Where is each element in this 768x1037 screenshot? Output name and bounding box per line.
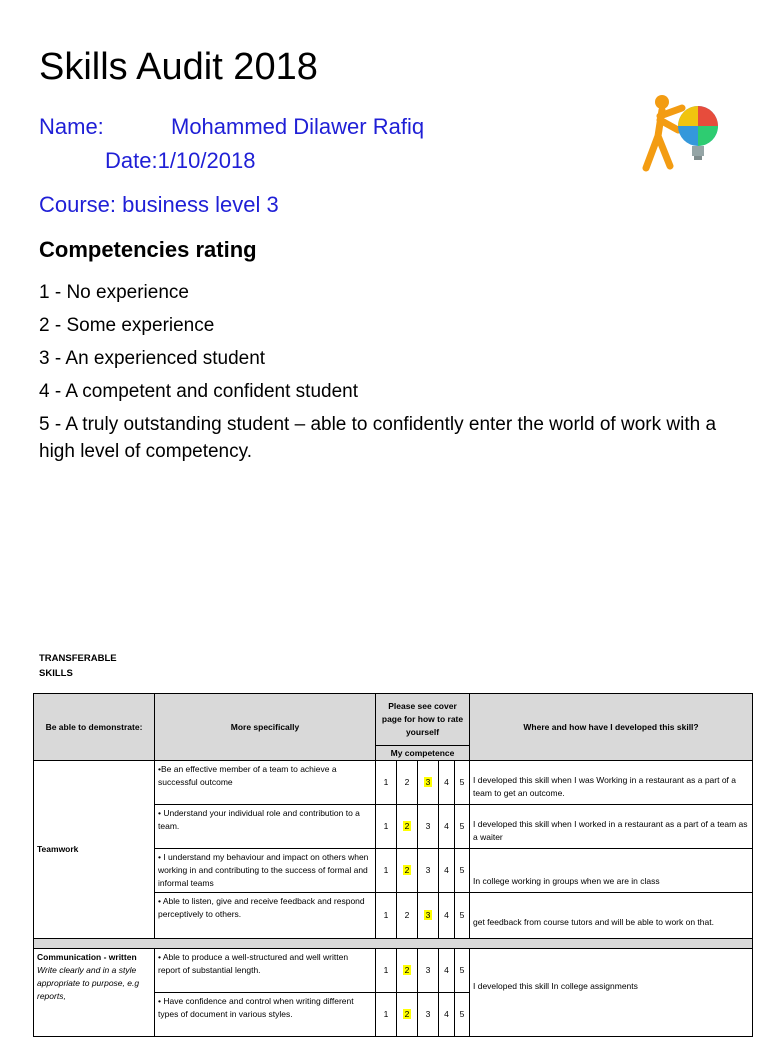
rating-4: 4 - A competent and confident student (39, 381, 359, 402)
header-row (34, 694, 753, 746)
rating-cell-5[interactable]: 5 (455, 805, 470, 849)
rating-cell-1[interactable]: 1 (376, 849, 397, 893)
section-label: TRANSFERABLE SKILLS (39, 653, 117, 679)
rating-cell-5[interactable]: 5 (455, 893, 470, 939)
specific-cell: • Able to produce a well-structured and well written report of substantial length. (155, 949, 376, 993)
where-cell: I developed this skill In college assignments (470, 949, 753, 1037)
rating-cell-2[interactable]: 2 (397, 893, 418, 939)
rating-cell-4[interactable]: 4 (439, 761, 455, 805)
header-cover: Please see cover page for how to rate yourself (376, 694, 470, 746)
rating-cell-5[interactable]: 5 (455, 761, 470, 805)
header-demonstrate: Be able to demonstrate: (34, 694, 155, 761)
rating-cell-4[interactable]: 4 (439, 805, 455, 849)
rating-cell-3[interactable]: 3 (418, 993, 439, 1037)
selected-rating: 2 (404, 1009, 410, 1019)
date: Date:1/10/2018 (105, 148, 256, 173)
selected-rating: 2 (404, 965, 410, 975)
where-cell: I developed this skill when I worked in a restaurant as a part of a team as a waiter (470, 805, 753, 849)
puzzle-bulb-logo (632, 92, 722, 174)
rating-5: 5 - A truly outstanding student – able to confidently enter the world of work with a high level of competency. (39, 414, 717, 462)
rating-cell-3[interactable]: 3 (418, 949, 439, 993)
name-label: Name: (39, 114, 104, 139)
rating-cell-3[interactable]: 3 (418, 849, 439, 893)
rating-cell-4[interactable]: 4 (439, 893, 455, 939)
where-cell: get feedback from course tutors and will be able to work on that. (470, 893, 753, 939)
specific-cell: • I understand my behaviour and impact on others when working in and contributing to the success of formal and informal teams (155, 849, 376, 893)
header-competence: My competence (376, 746, 470, 761)
skill-label: Communication - written (37, 952, 137, 962)
skills-table (33, 693, 753, 1037)
rating-cell-3[interactable]: 3 (418, 805, 439, 849)
where-cell: In college working in groups when we are in class (470, 849, 753, 893)
selected-rating: 2 (404, 865, 410, 875)
rating-cell-1[interactable]: 1 (376, 949, 397, 993)
rating-3: 3 - An experienced student (39, 348, 266, 369)
table-row (34, 761, 753, 805)
rating-cell-1[interactable]: 1 (376, 761, 397, 805)
rating-cell-3-selected[interactable] (418, 761, 439, 805)
selected-rating: 3 (425, 777, 431, 787)
rating-cell-1[interactable]: 1 (376, 805, 397, 849)
specific-cell: •Be an effective member of a team to achieve a successful outcome (155, 761, 376, 805)
selected-rating: 3 (425, 910, 431, 920)
header-where: Where and how have I developed this skill? (470, 694, 753, 761)
page-title: Skills Audit 2018 (39, 46, 318, 88)
skill-teamwork: Teamwork (34, 761, 155, 939)
rating-2: 2 - Some experience (39, 315, 215, 336)
rating-cell-5[interactable]: 5 (455, 993, 470, 1037)
rating-cell-2-selected[interactable] (397, 949, 418, 993)
specific-cell: • Understand your individual role and contribution to a team. (155, 805, 376, 849)
table-row (34, 949, 753, 993)
rating-1: 1 - No experience (39, 282, 189, 303)
rating-cell-1[interactable]: 1 (376, 893, 397, 939)
skill-sublabel: Write clearly and in a style appropriate to purpose, e.g reports, (37, 965, 140, 1001)
rating-cell-3-selected[interactable] (418, 893, 439, 939)
rating-cell-2-selected[interactable] (397, 993, 418, 1037)
rating-cell-4[interactable]: 4 (439, 849, 455, 893)
rating-cell-2[interactable]: 2 (397, 761, 418, 805)
section-divider (34, 939, 753, 949)
rating-cell-2-selected[interactable] (397, 849, 418, 893)
skill-communication-written (34, 949, 155, 1037)
rating-cell-5[interactable]: 5 (455, 949, 470, 993)
specific-cell: • Have confidence and control when writing different types of document in various styles. (155, 993, 376, 1037)
selected-rating: 2 (404, 821, 410, 831)
rating-cell-1[interactable]: 1 (376, 993, 397, 1037)
course: Course: business level 3 (39, 192, 279, 217)
rating-cell-2-selected[interactable] (397, 805, 418, 849)
rating-cell-4[interactable]: 4 (439, 949, 455, 993)
rating-cell-5[interactable]: 5 (455, 849, 470, 893)
header-specific: More specifically (155, 694, 376, 761)
specific-cell: • Able to listen, give and receive feedback and respond perceptively to others. (155, 893, 376, 939)
rating-cell-4[interactable]: 4 (439, 993, 455, 1037)
name-value: Mohammed Dilawer Rafiq (171, 114, 425, 139)
competencies-heading: Competencies rating (39, 237, 257, 262)
where-cell: I developed this skill when I was Working in a restaurant as a part of a team to get an outcome. (470, 761, 753, 805)
